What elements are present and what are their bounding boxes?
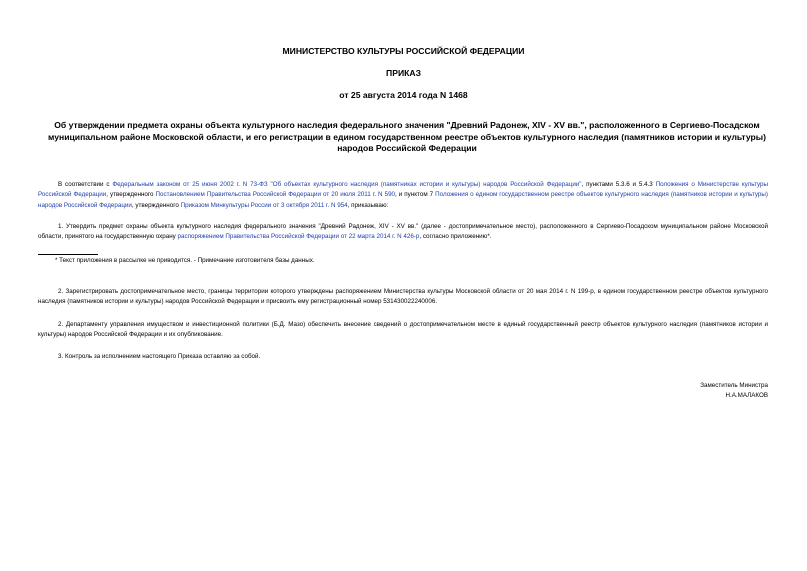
- preamble-text: В соответствии с: [58, 181, 113, 188]
- item-3-text: 2. Департаменту управления имуществом и инвестиционной политики (Б.Д. Мазо) обеспечить внесение сведений о достопримечательном месте в единый государственный реестр объектов культурного наследия (памятников истории и культуры) народов Российской Федерации и их опубликование.: [38, 321, 768, 339]
- preamble-paragraph: [38, 180, 768, 211]
- item-3-paragraph: [38, 320, 768, 341]
- document-type: ПРИКАЗ: [386, 68, 421, 78]
- preamble-text: , утвержденного: [106, 191, 156, 199]
- ministry-heading: МИНИСТЕРСТВО КУЛЬТУРЫ РОССИЙСКОЙ ФЕДЕРАЦИИ: [282, 46, 525, 56]
- item-1-text: , согласно приложению*.: [419, 233, 492, 241]
- item-1-text: 1. Утвердить предмет охраны объекта культурного наследия федерального значения "Древний Радонеж, XIV - XV вв." (далее - достопримечательное место), расположенного в Сергиево-Посадском муниципальном районе Московской области, принятого на государственную охрану: [38, 223, 768, 241]
- preamble-text: , пунктами 5.3.6 и 5.4.3: [581, 181, 656, 188]
- signature-name: Н.А.МАЛАКОВ: [725, 392, 768, 399]
- document-title: Об утверждении предмета охраны объекта культурного наследия федерального значения "Древний Радонеж, XIV - XV вв.", расположенного в Сергиево-Посадском муниципальном районе Московской области, и его регистрации в едином государственном реестре объектов культурного наследия (памятников истории и культуры) народов Российской Федерации: [48, 120, 766, 154]
- minculture-order-link[interactable]: Приказом Минкультуры России от 3 октября 2011 г. N 954: [180, 201, 348, 209]
- preamble-text: , приказываю:: [347, 201, 389, 209]
- government-resolution-link[interactable]: Постановлением Правительства Российской Федерации от 20 июля 2011 г. N 590: [155, 191, 396, 199]
- ministry-regulation-link[interactable]: Положения о Министерстве культуры Российской Федерации: [38, 181, 768, 199]
- preamble-text: , и пунктом 7: [395, 191, 436, 199]
- item-2-paragraph: [38, 287, 768, 308]
- document-date-number: от 25 августа 2014 года N 1468: [339, 90, 468, 100]
- registry-regulation-link[interactable]: Положения о едином государственном реестре объектов культурного наследия (памятников истории и культуры) народов Российской Федерации: [38, 191, 768, 209]
- footnote: * Текст приложения в рассылке не приводится. - Примечание изготовителя базы данных.: [55, 257, 315, 264]
- government-order-link[interactable]: распоряжением Правительства Российской Федерации от 22 марта 2014 г. N 426-р: [177, 233, 420, 241]
- item-4-paragraph: [38, 352, 768, 362]
- item-2-text: 2. Зарегистрировать достопримечательное место, границы территории которого утверждены распоряжением Министерства культуры Московской области от 20 мая 2014 г. N 199-р, в едином государственном реестре объектов культурного наследия (памятников истории и культуры) народов Российской Федерации и присвоить ему регистрационный номер 531430022240006.: [38, 288, 768, 306]
- footnote-divider: [38, 254, 98, 255]
- item-4-text: 3. Контроль за исполнением настоящего Приказа оставляю за собой.: [58, 353, 261, 360]
- preamble-text: , утвержденного: [131, 201, 181, 209]
- item-1-paragraph: [38, 222, 768, 243]
- federal-law-link[interactable]: Федеральным законом от 25 июня 2002 г. N 73-ФЗ "Об объектах культурного наследия (памятниках истории и культуры) народов Российской Федерации": [112, 181, 582, 188]
- signature-position: Заместитель Министра: [700, 382, 768, 389]
